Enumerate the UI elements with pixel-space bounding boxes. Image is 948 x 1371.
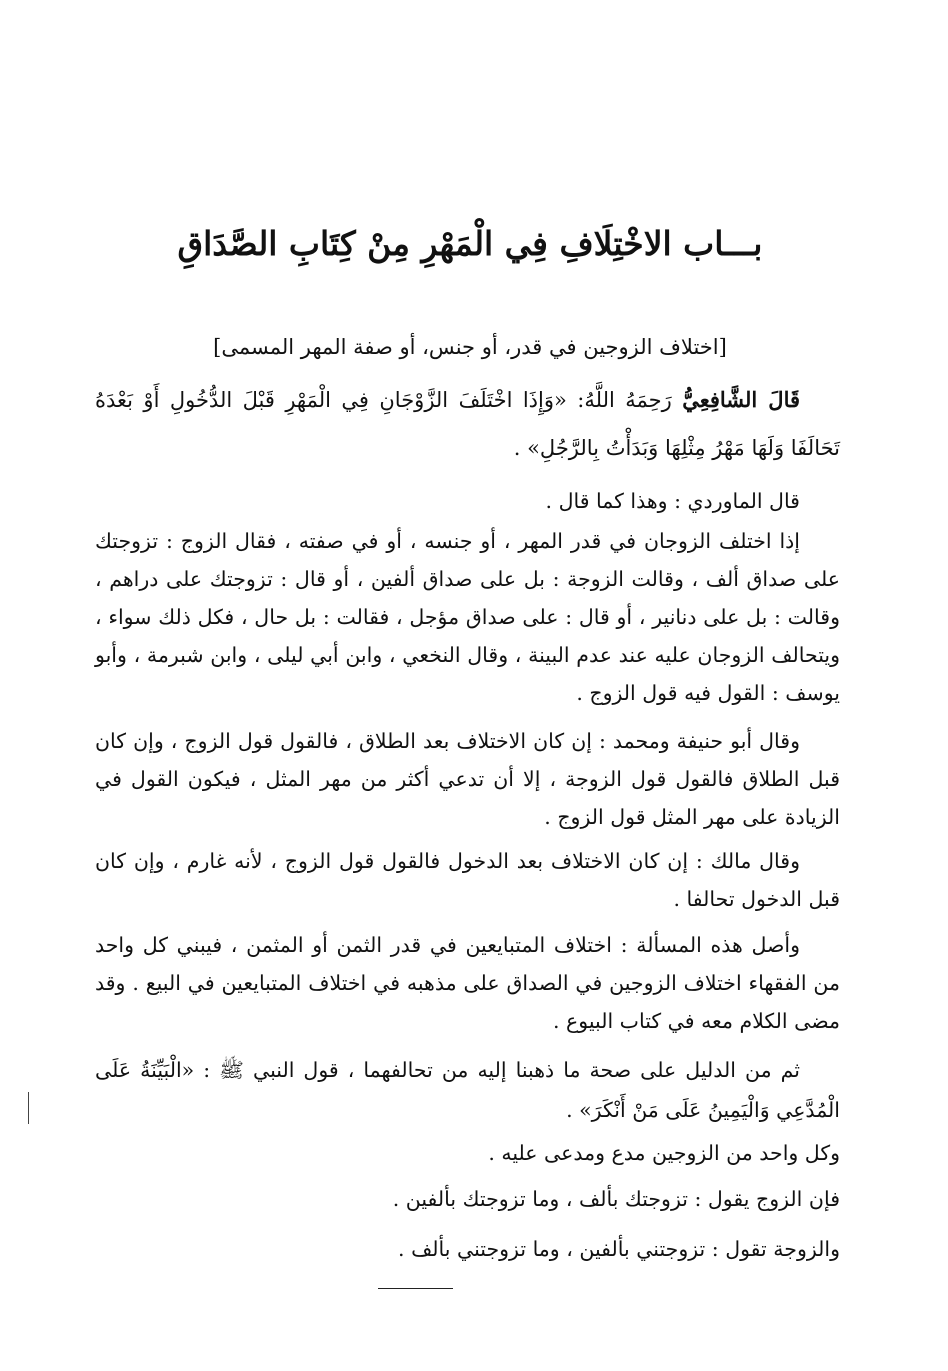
paragraph-disagreement: إذا اختلف الزوجان في قدر المهر ، أو جنسه ، أو في صفته ، فقال الزوج : تزوجتك على صداق ألف ، وقالت الزوجة : بل على صداق ألفين ، أو قال : تزوجتك على دراهم ، وقالت : بل على دنانير ، أو قال : على صداق مؤجل ، فقالت : بل حال ، فكل ذلك سواء ، ويتحالف الزوجان عليه عند عدم البينة ، وقال النخعي ، وابن أبي ليلى ، وابن شبرمة ، وأبو يوسف : القول فيه قول الزوج . xyxy=(95,529,840,705)
paragraph-wife-says: والزوجة تقول : تزوجتني بألفين ، وما تزوجتني بألف . xyxy=(398,1237,840,1261)
paragraph-malik: وقال مالك : إن كان الاختلاف بعد الدخول فالقول قول الزوج ، لأنه غارم ، وإن كان قبل الدخول تحالفا . xyxy=(95,849,840,911)
quote-speaker: قَالَ الشَّافِعِيُّ xyxy=(682,387,801,412)
section-subtitle: [اختلاف الزوجين في قدر، أو جنس، أو صفة المهر المسمى] xyxy=(213,335,727,359)
quote-text: رَحِمَهُ اللَّهُ: «وَإِذَا اخْتَلَفَ الزَّوْجَانِ فِي الْمَهْرِ قَبْلَ الدُّخُولِ أَوْ بَعْدَهُ تَحَالَفَا وَلَهَا مَهْرُ مِثْلِهَا وَبَدَأْتُ بِالرَّجُلِ» . xyxy=(95,388,840,460)
paragraph-husband-says: فإن الزوج يقول : تزوجتك بألف ، وما تزوجتك بألفين . xyxy=(392,1187,840,1211)
paragraph-shafii-quote xyxy=(95,376,840,472)
paragraph-origin: وأصل هذه المسألة : اختلاف المتبايعين في قدر الثمن أو المثمن ، فيبني كل واحد من الفقهاء اختلاف الزوجين في الصداق على مذهبه في اختلاف المتبايعين في البيع . وقد مضى الكلام معه في كتاب البيوع . xyxy=(95,933,840,1033)
footnote-divider xyxy=(378,1288,453,1289)
paragraph-evidence: ثم من الدليل على صحة ما ذهبنا إليه من تحالفهما ، قول النبي ﷺ : «الْبَيِّنَةُ عَلَى الْمُدَّعِي وَالْيَمِينُ عَلَى مَنْ أَنْكَرَ» . xyxy=(95,1058,840,1122)
paragraph-mawardi: قال الماوردي : وهذا كما قال . xyxy=(545,489,800,513)
chapter-title: بـــاب الاخْتِلَافِ فِي الْمَهْرِ مِنْ كِتَابِ الصَّدَاقِ xyxy=(177,224,763,263)
paragraph-abu-hanifa: وقال أبو حنيفة ومحمد : إن كان الاختلاف بعد الطلاق ، فالقول قول الزوج ، وإن كان قبل الطلاق فالقول قول الزوجة ، إلا أن تدعي أكثر من مهر المثل ، فيكون القول في الزيادة على مهر المثل قول الزوج . xyxy=(95,729,840,829)
margin-mark xyxy=(28,1092,29,1124)
paragraph-each-claimant: وكل واحد من الزوجين مدع ومدعى عليه . xyxy=(488,1141,840,1165)
